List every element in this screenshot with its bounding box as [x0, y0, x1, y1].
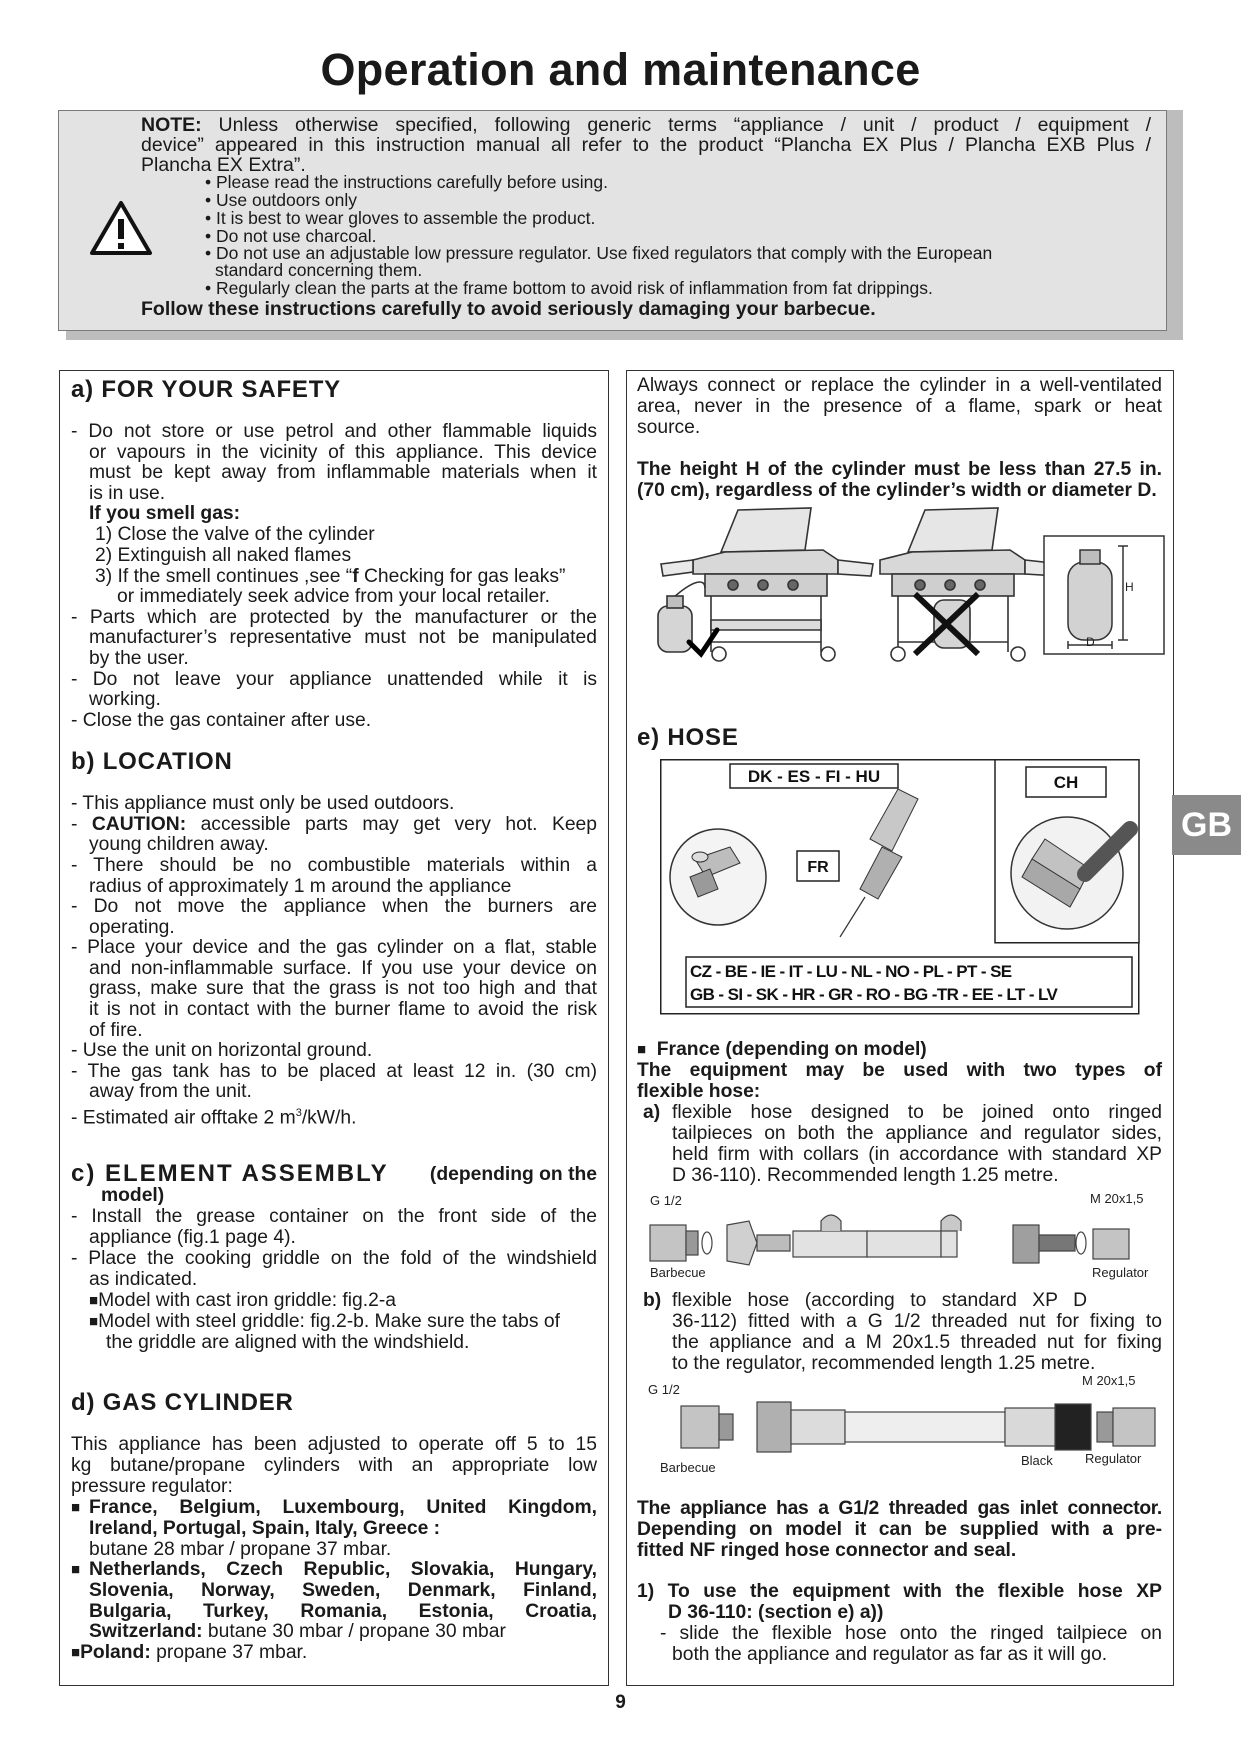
assembly-heading-suffix-2: model): [101, 1185, 165, 1206]
fig-a-m20-label: M 20x1,5: [1090, 1191, 1144, 1206]
note-intro-line-2: device” appeared in this instruction manual all refer to the product “Plancha EX Plus / Plancha EXB Plus /: [141, 134, 1151, 156]
france-item-label-b: b): [643, 1290, 662, 1311]
cylinder-placement-figure: [633, 502, 1171, 667]
france-line: D 36-110). Recommended length 1.25 metre.: [672, 1165, 1059, 1186]
safety-line: by the user.: [89, 648, 189, 669]
fig-b-m20-label: M 20x1,5: [1082, 1373, 1136, 1388]
inlet-note-line: The appliance has a G1/2 threaded gas inlet connector.: [637, 1498, 1162, 1519]
assembly-line: - Install the grease container on the front side of the: [71, 1206, 597, 1227]
location-caution-label: CAUTION:: [91, 814, 187, 835]
b-line: flexible hose (according to standard XP D: [672, 1290, 1087, 1311]
safety-line: [95, 567, 565, 588]
france-line: flexible hose:: [637, 1081, 761, 1102]
note-intro-line-1: [141, 115, 1151, 135]
cylinder-country-line: Slovenia, Norway, Sweden, Denmark, Finland,: [89, 1580, 597, 1601]
cylinder-switzerland-label: Switzerland:: [89, 1621, 203, 1642]
language-tab: GB: [1172, 795, 1241, 855]
assembly-bullet-text: Model with steel griddle: fig.2-b. Make sure the tabs of: [98, 1311, 560, 1332]
hose-label-dk: DK - ES - FI - HU: [747, 767, 881, 786]
safety-gas-subheading: If you smell gas:: [89, 503, 241, 524]
warning-triangle-icon: [88, 198, 154, 258]
france-line: held firm with collars (in accordance with standard XP: [672, 1144, 1162, 1165]
cylinder-switzerland-pressure: butane 30 mbar / propane 30 mbar: [202, 1621, 506, 1642]
safety-line-text: Checking for gas leaks”: [358, 566, 566, 587]
page-title: Operation and maintenance: [320, 44, 921, 95]
location-line: - Use the unit on horizontal ground.: [71, 1040, 373, 1061]
location-line: operating.: [89, 917, 175, 938]
location-air-text: - Estimated air offtake 2 m: [71, 1107, 296, 1129]
note-intro-text-1: Unless otherwise specified, following generic terms “appliance / unit / product / equipment /: [218, 114, 1151, 136]
page-number: 9: [615, 1692, 626, 1713]
inlet-note-line: Depending on model it can be supplied with a pre-: [637, 1519, 1162, 1540]
safety-line: - Parts which are protected by the manufacturer or the: [71, 607, 597, 628]
square-bullet-icon: ■: [71, 1644, 81, 1661]
assembly-line: the griddle are aligned with the windshield.: [106, 1332, 470, 1353]
fig-a-regulator-label: Regulator: [1092, 1265, 1149, 1280]
note-bullet: • Do not use charcoal.: [205, 226, 377, 246]
right-intro-line: area, never in the presence of a flame, spark or heat: [637, 396, 1162, 417]
location-line: grass, make sure that the grass is not too high and that: [89, 978, 597, 999]
cylinder-country-line: Bulgaria, Turkey, Romania, Estonia, Croatia,: [89, 1601, 597, 1622]
safety-line: working.: [89, 689, 161, 710]
square-bullet-icon: ■: [637, 1041, 647, 1058]
assembly-bullet-line: [89, 1312, 560, 1334]
location-line: [71, 815, 597, 836]
location-line: radius of approximately 1 m around the appliance: [89, 876, 512, 897]
france-line: tailpieces on both the appliance and regulator sides,: [672, 1123, 1162, 1144]
cylinder-country-line: France, Belgium, Luxembourg, United Kingdom,: [89, 1497, 597, 1518]
location-line: it is not in contact with the burner flame to avoid the risk: [89, 999, 597, 1020]
barbecue-wrong-illustration: [880, 508, 1061, 661]
safety-line: or vapours in the vicinity of this appliance. This device: [89, 442, 597, 463]
cylinder-heading: d) GAS CYLINDER: [71, 1389, 294, 1416]
location-air-unit: /kW/h.: [301, 1107, 357, 1129]
square-bullet-icon: ■: [89, 1292, 99, 1309]
height-note-line: The height H of the cylinder must be less than 27.5 in.: [637, 459, 1162, 480]
fig-b-black-label: Black: [1021, 1453, 1053, 1468]
note-bullet: • Please read the instructions carefully before using.: [205, 172, 609, 192]
fig-b-g12-label: G 1/2: [648, 1382, 680, 1397]
location-dash: -: [71, 814, 92, 835]
note-intro-line-3: Plancha EX Extra”.: [141, 154, 306, 176]
dimension-h-label: H: [1125, 580, 1134, 594]
france-heading-row: [637, 1040, 927, 1062]
safety-line-text: 3) If the smell continues ,see “: [95, 566, 353, 587]
france-heading: France (depending on model): [656, 1039, 927, 1060]
b-line: to the regulator, recommended length 1.25 metre.: [672, 1353, 1096, 1374]
location-line: - Do not move the appliance when the burners are: [71, 896, 597, 917]
assembly-line: - Place the cooking griddle on the fold of the windshield: [71, 1248, 597, 1269]
dimension-d-label: D: [1086, 635, 1095, 649]
safety-line: - Do not store or use petrol and other flammable liquids: [71, 421, 597, 442]
note-bullet: • It is best to wear gloves to assemble the product.: [205, 208, 596, 228]
note-bullet: • Do not use an adjustable low pressure regulator. Use fixed regulators that comply with the European: [205, 243, 993, 263]
step1-line: - slide the flexible hose onto the ringed tailpiece on: [660, 1623, 1162, 1644]
square-bullet-icon: ■: [89, 1313, 99, 1330]
location-line: and non-inflammable surface. If you use your device on: [89, 958, 597, 979]
cylinder-pressure-line: butane 28 mbar / propane 37 mbar.: [89, 1539, 392, 1560]
cylinder-country-line: Ireland, Portugal, Spain, Italy, Greece :: [89, 1518, 441, 1539]
location-line: young children away.: [89, 834, 269, 855]
assembly-line: as indicated.: [89, 1269, 198, 1290]
assembly-heading-row: [71, 1160, 597, 1188]
hose-figure-b: [645, 1372, 1165, 1476]
hose-heading: e) HOSE: [637, 724, 739, 751]
location-line: - This appliance must only be used outdoors.: [71, 793, 455, 814]
safety-line: or immediately seek advice from your local retailer.: [117, 586, 550, 607]
hose-connector-figure: [660, 759, 1140, 1015]
assembly-heading: c) ELEMENT ASSEMBLY: [71, 1160, 389, 1187]
step1-line: 1) To use the equipment with the flexible hose XP: [637, 1581, 1162, 1602]
cylinder-poland-line: [71, 1643, 307, 1665]
step1-line: D 36-110: (section e) a)): [668, 1602, 884, 1623]
assembly-heading-suffix: (depending on the: [429, 1164, 597, 1185]
location-air-exponent: 3: [295, 1107, 302, 1119]
step1-line: both the appliance and regulator as far as it will go.: [672, 1644, 1108, 1665]
note-bullet: • Regularly clean the parts at the frame bottom to avoid risk of inflammation from fat drippings.: [205, 278, 933, 298]
height-note-line: (70 cm), regardless of the cylinder’s width or diameter D.: [637, 480, 1157, 501]
location-line: - Place your device and the gas cylinder on a flat, stable: [71, 937, 597, 958]
b-line: the appliance and a M 20x1.5 threaded nut for fixing: [672, 1332, 1162, 1353]
hose-label-ch: CH: [1053, 773, 1079, 792]
inlet-note-line: fitted NF ringed hose connector and seal.: [637, 1540, 1017, 1561]
safety-line: manufacturer’s representative must not be manipulated: [89, 627, 597, 648]
safety-line: must be kept away from inflammable materials when it: [89, 462, 597, 483]
cylinder-poland-pressure: propane 37 mbar.: [150, 1642, 308, 1663]
fig-b-regulator-label: Regulator: [1085, 1451, 1142, 1466]
location-line: [71, 1103, 356, 1129]
cylinder-poland-label: Poland:: [80, 1642, 151, 1663]
square-bullet-icon: ■: [71, 1499, 81, 1516]
france-line: The equipment may be used with two types of: [637, 1060, 1162, 1081]
location-line: of fire.: [89, 1020, 143, 1041]
note-label: NOTE:: [141, 114, 202, 136]
fig-a-g12-label: G 1/2: [650, 1193, 682, 1208]
safety-line: 2) Extinguish all naked flames: [95, 545, 352, 566]
assembly-bullet-text: Model with cast iron griddle: fig.2-a: [98, 1290, 396, 1311]
cylinder-line: pressure regulator:: [71, 1476, 233, 1497]
note-bullet: • Use outdoors only: [205, 190, 358, 210]
location-caution-text: accessible parts may get very hot. Keep: [186, 814, 598, 835]
hose-label-gb-line: GB - SI - SK - HR - GR - RO - BG -TR - EE - LT - LV: [690, 985, 1058, 1004]
safety-line: - Close the gas container after use.: [71, 710, 372, 731]
b-line: 36-112) fitted with a G 1/2 threaded nut for fixing to: [672, 1311, 1162, 1332]
france-line: flexible hose designed to be joined onto ringed: [672, 1102, 1162, 1123]
square-bullet-icon: ■: [71, 1561, 81, 1578]
safety-line: - Do not leave your appliance unattended while it is: [71, 669, 597, 690]
right-intro-line: source.: [637, 417, 701, 438]
cylinder-line: This appliance has been adjusted to operate off 5 to 15: [71, 1434, 597, 1455]
location-line: away from the unit.: [89, 1081, 252, 1102]
fig-a-barbecue-label: Barbecue: [650, 1265, 706, 1280]
cylinder-country-line: [89, 1622, 506, 1643]
safety-line: 1) Close the valve of the cylinder: [95, 524, 375, 545]
assembly-line: appliance (fig.1 page 4).: [89, 1227, 296, 1248]
barbecue-correct-illustration: [658, 508, 873, 661]
hose-label-cz-line: CZ - BE - IE - IT - LU - NL - NO - PL - PT - SE: [690, 962, 1012, 981]
right-intro-line: Always connect or replace the cylinder in a well-ventilated: [637, 375, 1162, 396]
hose-figure-a: [645, 1191, 1165, 1281]
location-heading: b) LOCATION: [71, 748, 233, 775]
assembly-bullet-line: [89, 1291, 396, 1313]
fig-b-barbecue-label: Barbecue: [660, 1460, 716, 1475]
location-line: - There should be no combustible materials within a: [71, 855, 597, 876]
safety-section-ref: f: [352, 566, 359, 587]
safety-line: is in use.: [89, 483, 166, 504]
note-footer: Follow these instructions carefully to avoid seriously damaging your barbecue.: [141, 298, 876, 320]
note-bullet: standard concerning them.: [215, 260, 423, 280]
location-line: - The gas tank has to be placed at least 12 in. (30 cm): [71, 1061, 597, 1082]
cylinder-country-line: Netherlands, Czech Republic, Slovakia, Hungary,: [89, 1559, 597, 1580]
safety-heading: a) FOR YOUR SAFETY: [71, 376, 341, 403]
cylinder-line: kg butane/propane cylinders with an appropriate low: [71, 1455, 597, 1476]
france-item-label-a: a): [643, 1102, 661, 1123]
hose-label-fr: FR: [807, 859, 829, 876]
